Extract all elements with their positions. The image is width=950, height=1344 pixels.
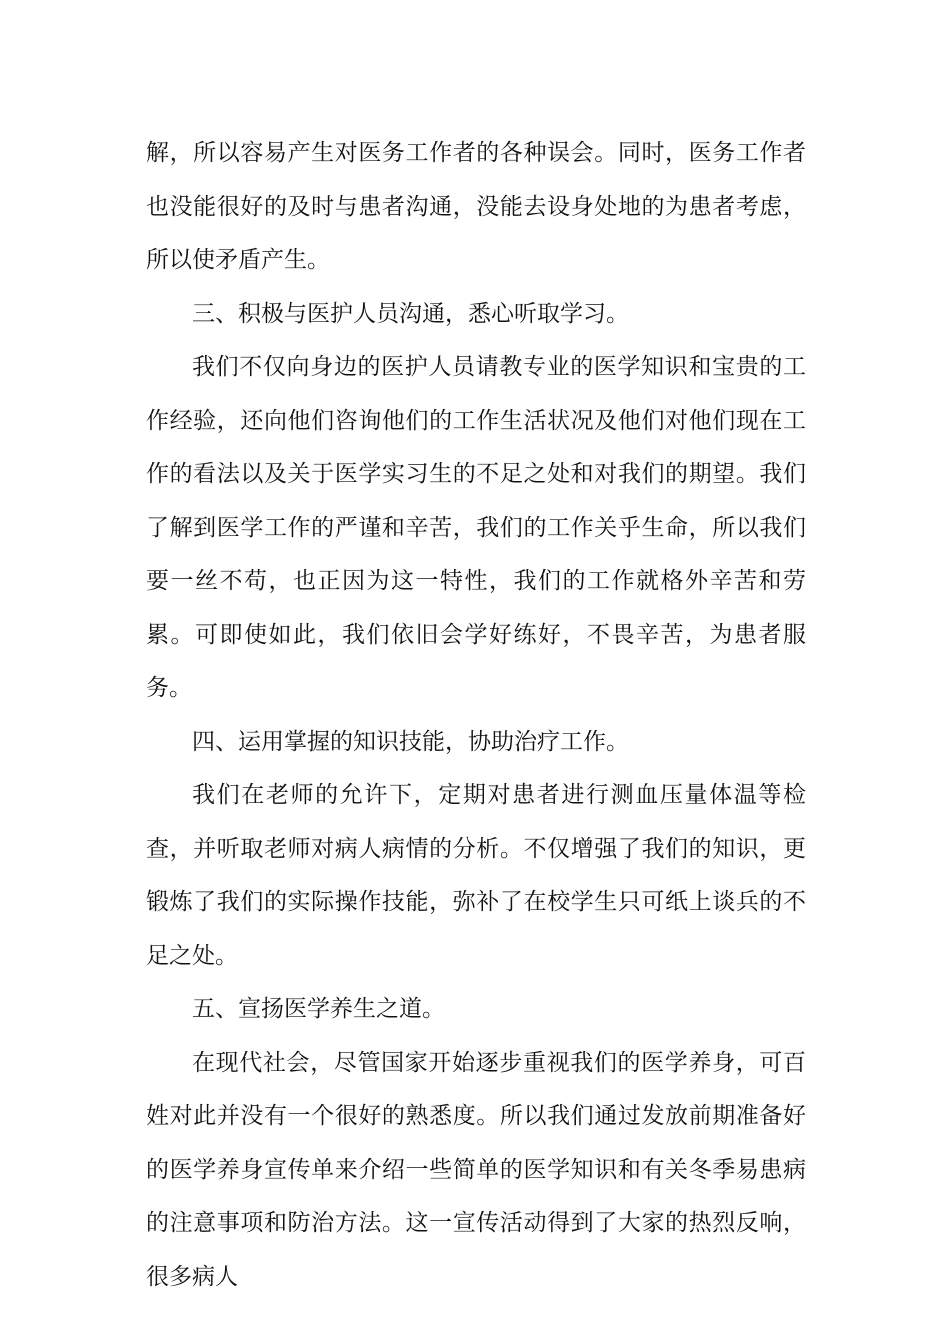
section-heading-four: 四、运用掌握的知识技能，协助治疗工作。: [192, 728, 629, 755]
paragraph-continuation: 解，所以容易产生对医务工作者的各种误会。同时，医务工作者也没能很好的及时与患者沟通，没能去设身处地的为患者考虑，所以使矛盾产生。: [146, 140, 806, 273]
document-body: [146, 127, 806, 1304]
section-heading-five: 五、宣扬医学养生之道。: [192, 996, 445, 1022]
section-heading-three: 三、积极与医护人员沟通，悉心听取学习。: [192, 300, 629, 327]
paragraph-three-body: 我们不仅向身边的医护人员请教专业的医学知识和宝贵的工作经验，还向他们咨询他们的工作生活状况及他们对他们现在工作的看法以及关于医学实习生的不足之处和对我们的期望。我们了解到医学工作的严谨和辛苦，我们的工作关乎生命，所以我们要一丝不苟，也正因为这一特性，我们的工作就格外辛苦和劳累。可即使如此，我们依旧会学好练好，不畏辛苦，为患者服务。: [146, 354, 806, 701]
paragraph-four-body: 我们在老师的允许下，定期对患者进行测血压量体温等检查，并听取老师对病人病情的分析。不仅增强了我们的知识，更锻炼了我们的实际操作技能，弥补了在校学生只可纸上谈兵的不足之处。: [146, 782, 806, 969]
paragraph-five-body: 在现代社会，尽管国家开始逐步重视我们的医学养身，可百姓对此并没有一个很好的熟悉度。所以我们通过发放前期准备好的医学养身宣传单来介绍一些简单的医学知识和有关冬季易患病的注意事项和防治方法。这一宣传活动得到了大家的热烈反响，很多病人: [146, 1049, 806, 1290]
